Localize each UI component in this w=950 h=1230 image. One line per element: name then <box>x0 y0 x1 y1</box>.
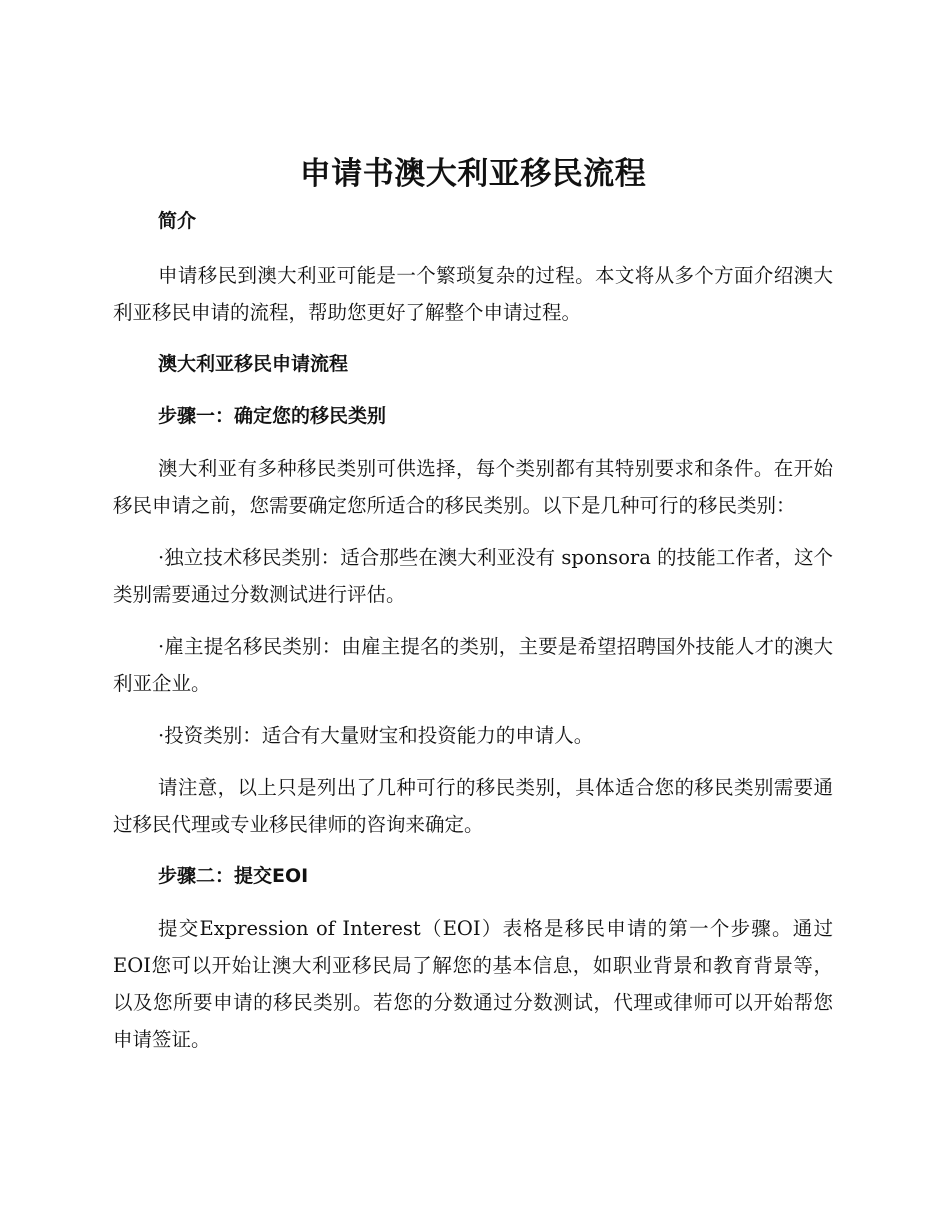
document-body <box>113 148 833 1073</box>
bullet-item-skilled-independent: ·独立技术移民类别：适合那些在澳大利亚没有 sponsora 的技能工作者，这个类别需要通过分数测试进行评估。 <box>113 546 833 606</box>
step2-paragraph: 提交Expression of Interest（EOI）表格是移民申请的第一个步骤。通过EOI您可以开始让澳大利亚移民局了解您的基本信息，如职业背景和教育背景等，以及您所要申请的移民类别。若您的分数通过分数测试，代理或律师可以开始帮您申请签证。 <box>113 917 833 1051</box>
step1-heading: 步骤一：确定您的移民类别 <box>158 405 387 427</box>
bullet-item-investment: ·投资类别：适合有大量财宝和投资能力的申请人。 <box>158 724 594 747</box>
process-heading: 澳大利亚移民申请流程 <box>158 353 349 375</box>
intro-heading: 简介 <box>158 210 197 232</box>
bullet-item-employer-nominated: ·雇主提名移民类别：由雇主提名的类别，主要是希望招聘国外技能人才的澳大利亚企业。 <box>113 635 833 695</box>
intro-paragraph: 申请移民到澳大利亚可能是一个繁琐复杂的过程。本文将从多个方面介绍澳大利亚移民申请的流程，帮助您更好了解整个申请过程。 <box>113 264 833 324</box>
document-title: 申请书澳大利亚移民流程 <box>299 156 647 192</box>
step1-note-paragraph: 请注意，以上只是列出了几种可行的移民类别，具体适合您的移民类别需要通过移民代理或专业移民律师的咨询来确定。 <box>113 776 833 836</box>
step2-heading: 步骤二：提交EOI <box>158 865 309 887</box>
step1-paragraph: 澳大利亚有多种移民类别可供选择，每个类别都有其特别要求和条件。在开始移民申请之前，您需要确定您所适合的移民类别。以下是几种可行的移民类别： <box>113 457 833 517</box>
